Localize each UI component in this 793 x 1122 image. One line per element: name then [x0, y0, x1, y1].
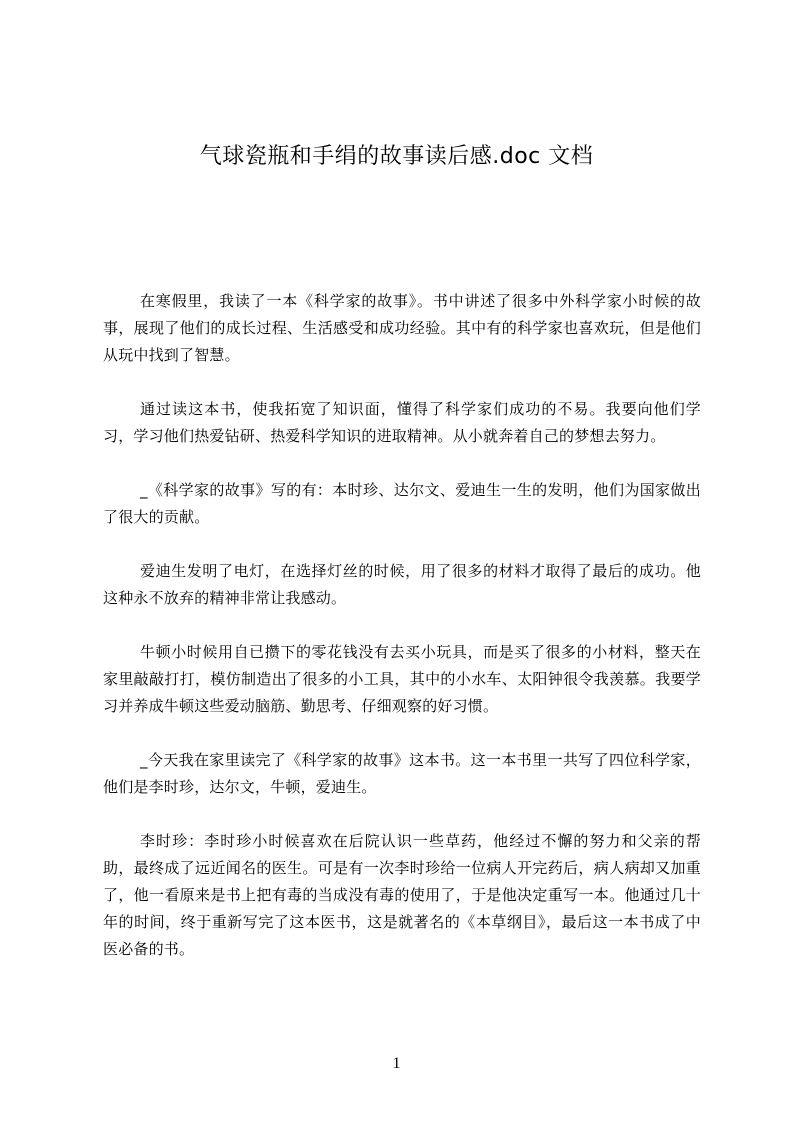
paragraph-1: 在寒假里，我读了一本《科学家的故事》。书中讲述了很多中外科学家小时候的故事，展现了他们的成长过程、生活感受和成功经验。其中有的科学家也喜欢玩，但是他们从玩中找到了智慧。	[103, 292, 701, 364]
paragraph-3: _《科学家的故事》写的有：本时珍、达尔文、爱迪生一生的发明，他们为国家做出了很大的贡献。	[103, 481, 701, 526]
paragraph-7: 李时珍：李时珍小时候喜欢在后院认识一些草药，他经过不懈的努力和父亲的帮助，最终成了远近闻名的医生。可是有一次李时珍给一位病人开完药后，病人病却又加重了，他一看原来是书上把有毒的当成没有毒的使用了，于是他决定重写一本。他通过几十年的时间，终于重新写完了这本医书，这是就著名的《本草纲目》，最后这一本书成了中医必备的书。	[103, 832, 701, 958]
paragraph-4: 爱迪生发明了电灯，在选择灯丝的时候，用了很多的材料才取得了最后的成功。他这种永不放弃的精神非常让我感动。	[103, 562, 701, 607]
paragraph-6: _今天我在家里读完了《科学家的故事》这本书。这一本书里一共写了四位科学家，他们是李时珍，达尔文，牛顿，爱迪生。	[103, 751, 701, 796]
paragraph-2: 通过读这本书，使我拓宽了知识面，懂得了科学家们成功的不易。我要向他们学习，学习他们热爱钻研、热爱科学知识的进取精神。从小就奔着自己的梦想去努力。	[103, 400, 701, 445]
document-title: 气球瓷瓶和手绢的故事读后感.doc 文档	[199, 144, 594, 169]
page-number: 1	[392, 1055, 401, 1072]
paragraph-5: 牛顿小时候用自已攒下的零花钱没有去买小玩具，而是买了很多的小材料，整天在家里敲敲打打，模仿制造出了很多的小工具，其中的小水车、太阳钟很令我羡慕。我要学习并养成牛顿这些爱动脑筋、勤思考、仔细观察的好习惯。	[103, 643, 701, 715]
document-body	[103, 288, 701, 990]
